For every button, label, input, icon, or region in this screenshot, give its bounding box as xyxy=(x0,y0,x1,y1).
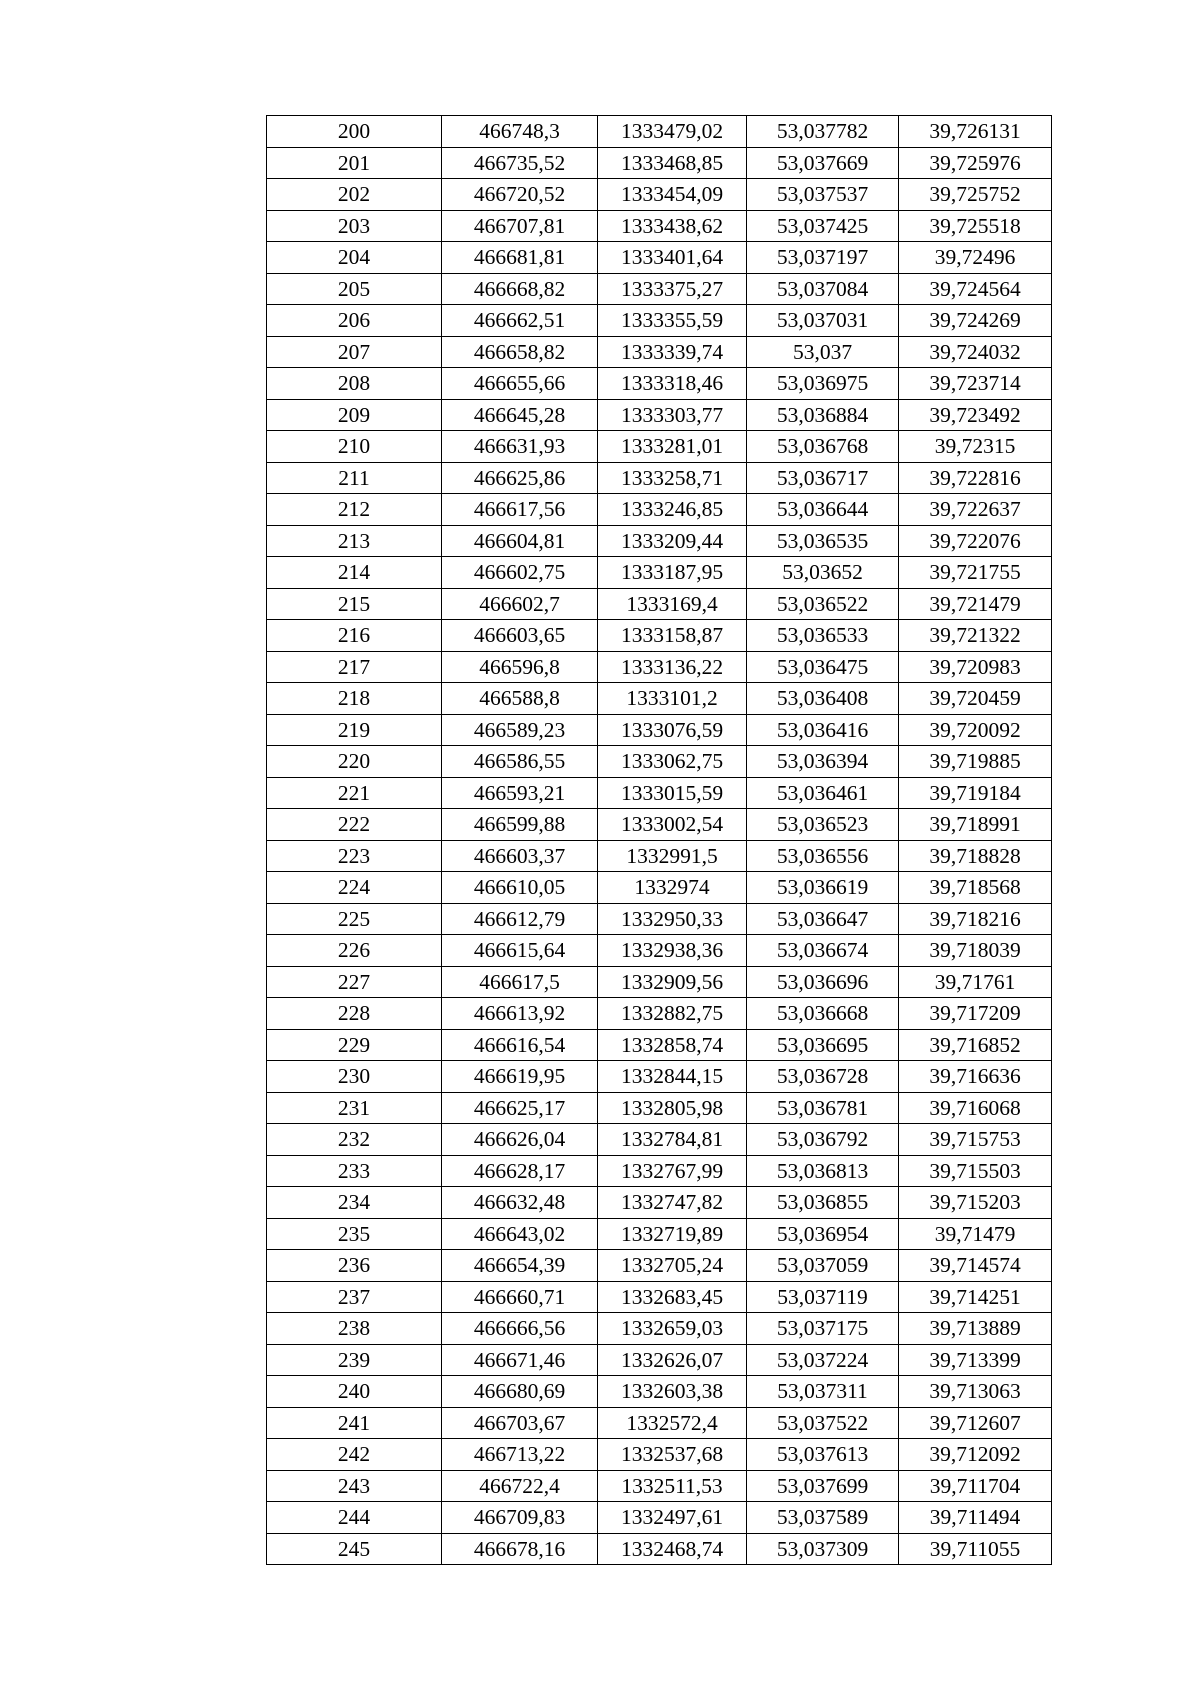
latitude-cell: 53,037522 xyxy=(747,1407,899,1439)
longitude-cell: 39,714251 xyxy=(899,1281,1052,1313)
y-coordinate-cell: 1333303,77 xyxy=(598,399,747,431)
latitude-cell: 53,036717 xyxy=(747,462,899,494)
x-coordinate-cell: 466660,71 xyxy=(442,1281,598,1313)
latitude-cell: 53,037669 xyxy=(747,147,899,179)
longitude-cell: 39,711494 xyxy=(899,1502,1052,1534)
x-coordinate-cell: 466681,81 xyxy=(442,242,598,274)
longitude-cell: 39,722816 xyxy=(899,462,1052,494)
y-coordinate-cell: 1332784,81 xyxy=(598,1124,747,1156)
latitude-cell: 53,037613 xyxy=(747,1439,899,1471)
latitude-cell: 53,036696 xyxy=(747,966,899,998)
latitude-cell: 53,036416 xyxy=(747,714,899,746)
longitude-cell: 39,726131 xyxy=(899,116,1052,148)
point-number-cell: 221 xyxy=(267,777,442,809)
y-coordinate-cell: 1333062,75 xyxy=(598,746,747,778)
y-coordinate-cell: 1332572,4 xyxy=(598,1407,747,1439)
x-coordinate-cell: 466603,37 xyxy=(442,840,598,872)
table-row xyxy=(267,1344,1052,1376)
longitude-cell: 39,712607 xyxy=(899,1407,1052,1439)
latitude-cell: 53,037224 xyxy=(747,1344,899,1376)
y-coordinate-cell: 1332805,98 xyxy=(598,1092,747,1124)
table-row xyxy=(267,1281,1052,1313)
table-row xyxy=(267,273,1052,305)
x-coordinate-cell: 466617,5 xyxy=(442,966,598,998)
y-coordinate-cell: 1332882,75 xyxy=(598,998,747,1030)
point-number-cell: 219 xyxy=(267,714,442,746)
y-coordinate-cell: 1333281,01 xyxy=(598,431,747,463)
table-row xyxy=(267,714,1052,746)
point-number-cell: 223 xyxy=(267,840,442,872)
longitude-cell: 39,716068 xyxy=(899,1092,1052,1124)
latitude-cell: 53,037031 xyxy=(747,305,899,337)
point-number-cell: 200 xyxy=(267,116,442,148)
longitude-cell: 39,711055 xyxy=(899,1533,1052,1565)
point-number-cell: 211 xyxy=(267,462,442,494)
y-coordinate-cell: 1333318,46 xyxy=(598,368,747,400)
longitude-cell: 39,718568 xyxy=(899,872,1052,904)
latitude-cell: 53,036647 xyxy=(747,903,899,935)
latitude-cell: 53,036408 xyxy=(747,683,899,715)
point-number-cell: 220 xyxy=(267,746,442,778)
point-number-cell: 209 xyxy=(267,399,442,431)
table-row xyxy=(267,179,1052,211)
point-number-cell: 227 xyxy=(267,966,442,998)
point-number-cell: 231 xyxy=(267,1092,442,1124)
latitude-cell: 53,036781 xyxy=(747,1092,899,1124)
longitude-cell: 39,716636 xyxy=(899,1061,1052,1093)
longitude-cell: 39,71761 xyxy=(899,966,1052,998)
latitude-cell: 53,036813 xyxy=(747,1155,899,1187)
table-row xyxy=(267,399,1052,431)
x-coordinate-cell: 466588,8 xyxy=(442,683,598,715)
longitude-cell: 39,723492 xyxy=(899,399,1052,431)
x-coordinate-cell: 466631,93 xyxy=(442,431,598,463)
table-row xyxy=(267,1439,1052,1471)
longitude-cell: 39,718991 xyxy=(899,809,1052,841)
table-row xyxy=(267,305,1052,337)
point-number-cell: 237 xyxy=(267,1281,442,1313)
latitude-cell: 53,036533 xyxy=(747,620,899,652)
y-coordinate-cell: 1333401,64 xyxy=(598,242,747,274)
table-row xyxy=(267,746,1052,778)
longitude-cell: 39,72315 xyxy=(899,431,1052,463)
x-coordinate-cell: 466703,67 xyxy=(442,1407,598,1439)
x-coordinate-cell: 466643,02 xyxy=(442,1218,598,1250)
x-coordinate-cell: 466625,17 xyxy=(442,1092,598,1124)
latitude-cell: 53,037589 xyxy=(747,1502,899,1534)
longitude-cell: 39,721755 xyxy=(899,557,1052,589)
y-coordinate-cell: 1333015,59 xyxy=(598,777,747,809)
table-row xyxy=(267,588,1052,620)
x-coordinate-cell: 466586,55 xyxy=(442,746,598,778)
latitude-cell: 53,036954 xyxy=(747,1218,899,1250)
x-coordinate-cell: 466748,3 xyxy=(442,116,598,148)
latitude-cell: 53,036619 xyxy=(747,872,899,904)
table-row xyxy=(267,525,1052,557)
y-coordinate-cell: 1332719,89 xyxy=(598,1218,747,1250)
table-row xyxy=(267,1502,1052,1534)
point-number-cell: 210 xyxy=(267,431,442,463)
y-coordinate-cell: 1332950,33 xyxy=(598,903,747,935)
latitude-cell: 53,036695 xyxy=(747,1029,899,1061)
x-coordinate-cell: 466709,83 xyxy=(442,1502,598,1534)
y-coordinate-cell: 1332603,38 xyxy=(598,1376,747,1408)
longitude-cell: 39,718216 xyxy=(899,903,1052,935)
longitude-cell: 39,713889 xyxy=(899,1313,1052,1345)
table-row xyxy=(267,935,1052,967)
longitude-cell: 39,725752 xyxy=(899,179,1052,211)
x-coordinate-cell: 466671,46 xyxy=(442,1344,598,1376)
x-coordinate-cell: 466713,22 xyxy=(442,1439,598,1471)
point-number-cell: 212 xyxy=(267,494,442,526)
x-coordinate-cell: 466655,66 xyxy=(442,368,598,400)
point-number-cell: 245 xyxy=(267,1533,442,1565)
x-coordinate-cell: 466593,21 xyxy=(442,777,598,809)
x-coordinate-cell: 466612,79 xyxy=(442,903,598,935)
table-row xyxy=(267,242,1052,274)
latitude-cell: 53,036768 xyxy=(747,431,899,463)
table-row xyxy=(267,1061,1052,1093)
y-coordinate-cell: 1333468,85 xyxy=(598,147,747,179)
x-coordinate-cell: 466707,81 xyxy=(442,210,598,242)
point-number-cell: 213 xyxy=(267,525,442,557)
y-coordinate-cell: 1332683,45 xyxy=(598,1281,747,1313)
x-coordinate-cell: 466619,95 xyxy=(442,1061,598,1093)
longitude-cell: 39,718828 xyxy=(899,840,1052,872)
y-coordinate-cell: 1333438,62 xyxy=(598,210,747,242)
point-number-cell: 225 xyxy=(267,903,442,935)
point-number-cell: 215 xyxy=(267,588,442,620)
y-coordinate-cell: 1332858,74 xyxy=(598,1029,747,1061)
table-row xyxy=(267,777,1052,809)
table-row xyxy=(267,147,1052,179)
point-number-cell: 229 xyxy=(267,1029,442,1061)
table-row xyxy=(267,1155,1052,1187)
point-number-cell: 206 xyxy=(267,305,442,337)
y-coordinate-cell: 1332659,03 xyxy=(598,1313,747,1345)
longitude-cell: 39,724564 xyxy=(899,273,1052,305)
table-row xyxy=(267,998,1052,1030)
table-row xyxy=(267,368,1052,400)
x-coordinate-cell: 466628,17 xyxy=(442,1155,598,1187)
longitude-cell: 39,717209 xyxy=(899,998,1052,1030)
x-coordinate-cell: 466662,51 xyxy=(442,305,598,337)
longitude-cell: 39,724032 xyxy=(899,336,1052,368)
longitude-cell: 39,722637 xyxy=(899,494,1052,526)
x-coordinate-cell: 466625,86 xyxy=(442,462,598,494)
point-number-cell: 224 xyxy=(267,872,442,904)
point-number-cell: 208 xyxy=(267,368,442,400)
longitude-cell: 39,713399 xyxy=(899,1344,1052,1376)
x-coordinate-cell: 466615,64 xyxy=(442,935,598,967)
y-coordinate-cell: 1333187,95 xyxy=(598,557,747,589)
longitude-cell: 39,72496 xyxy=(899,242,1052,274)
longitude-cell: 39,720983 xyxy=(899,651,1052,683)
x-coordinate-cell: 466666,56 xyxy=(442,1313,598,1345)
x-coordinate-cell: 466610,05 xyxy=(442,872,598,904)
latitude-cell: 53,036461 xyxy=(747,777,899,809)
point-number-cell: 241 xyxy=(267,1407,442,1439)
table-row xyxy=(267,966,1052,998)
point-number-cell: 235 xyxy=(267,1218,442,1250)
x-coordinate-cell: 466589,23 xyxy=(442,714,598,746)
point-number-cell: 243 xyxy=(267,1470,442,1502)
table-row xyxy=(267,840,1052,872)
table-row xyxy=(267,1407,1052,1439)
latitude-cell: 53,037782 xyxy=(747,116,899,148)
y-coordinate-cell: 1332938,36 xyxy=(598,935,747,967)
point-number-cell: 218 xyxy=(267,683,442,715)
point-number-cell: 226 xyxy=(267,935,442,967)
longitude-cell: 39,715203 xyxy=(899,1187,1052,1219)
latitude-cell: 53,036523 xyxy=(747,809,899,841)
point-number-cell: 232 xyxy=(267,1124,442,1156)
point-number-cell: 214 xyxy=(267,557,442,589)
table-row xyxy=(267,210,1052,242)
longitude-cell: 39,71479 xyxy=(899,1218,1052,1250)
x-coordinate-cell: 466680,69 xyxy=(442,1376,598,1408)
point-number-cell: 207 xyxy=(267,336,442,368)
table-row xyxy=(267,1250,1052,1282)
y-coordinate-cell: 1333101,2 xyxy=(598,683,747,715)
y-coordinate-cell: 1332991,5 xyxy=(598,840,747,872)
y-coordinate-cell: 1333169,4 xyxy=(598,588,747,620)
table-row xyxy=(267,1187,1052,1219)
latitude-cell: 53,037537 xyxy=(747,179,899,211)
y-coordinate-cell: 1333339,74 xyxy=(598,336,747,368)
point-number-cell: 203 xyxy=(267,210,442,242)
y-coordinate-cell: 1333158,87 xyxy=(598,620,747,652)
point-number-cell: 236 xyxy=(267,1250,442,1282)
longitude-cell: 39,723714 xyxy=(899,368,1052,400)
table-row xyxy=(267,683,1052,715)
point-number-cell: 239 xyxy=(267,1344,442,1376)
y-coordinate-cell: 1332497,61 xyxy=(598,1502,747,1534)
x-coordinate-cell: 466626,04 xyxy=(442,1124,598,1156)
longitude-cell: 39,725518 xyxy=(899,210,1052,242)
longitude-cell: 39,713063 xyxy=(899,1376,1052,1408)
point-number-cell: 238 xyxy=(267,1313,442,1345)
latitude-cell: 53,037175 xyxy=(747,1313,899,1345)
x-coordinate-cell: 466596,8 xyxy=(442,651,598,683)
x-coordinate-cell: 466720,52 xyxy=(442,179,598,211)
x-coordinate-cell: 466602,75 xyxy=(442,557,598,589)
latitude-cell: 53,037059 xyxy=(747,1250,899,1282)
point-number-cell: 233 xyxy=(267,1155,442,1187)
latitude-cell: 53,036728 xyxy=(747,1061,899,1093)
x-coordinate-cell: 466604,81 xyxy=(442,525,598,557)
y-coordinate-cell: 1333209,44 xyxy=(598,525,747,557)
latitude-cell: 53,036644 xyxy=(747,494,899,526)
y-coordinate-cell: 1333454,09 xyxy=(598,179,747,211)
y-coordinate-cell: 1333002,54 xyxy=(598,809,747,841)
y-coordinate-cell: 1333375,27 xyxy=(598,273,747,305)
x-coordinate-cell: 466678,16 xyxy=(442,1533,598,1565)
longitude-cell: 39,721322 xyxy=(899,620,1052,652)
point-number-cell: 205 xyxy=(267,273,442,305)
y-coordinate-cell: 1333246,85 xyxy=(598,494,747,526)
x-coordinate-cell: 466654,39 xyxy=(442,1250,598,1282)
x-coordinate-cell: 466632,48 xyxy=(442,1187,598,1219)
point-number-cell: 230 xyxy=(267,1061,442,1093)
x-coordinate-cell: 466658,82 xyxy=(442,336,598,368)
longitude-cell: 39,715503 xyxy=(899,1155,1052,1187)
latitude-cell: 53,036394 xyxy=(747,746,899,778)
table-row xyxy=(267,1313,1052,1345)
y-coordinate-cell: 1332767,99 xyxy=(598,1155,747,1187)
y-coordinate-cell: 1332537,68 xyxy=(598,1439,747,1471)
point-number-cell: 234 xyxy=(267,1187,442,1219)
point-number-cell: 204 xyxy=(267,242,442,274)
longitude-cell: 39,716852 xyxy=(899,1029,1052,1061)
y-coordinate-cell: 1332974 xyxy=(598,872,747,904)
point-number-cell: 240 xyxy=(267,1376,442,1408)
y-coordinate-cell: 1332626,07 xyxy=(598,1344,747,1376)
table-row xyxy=(267,336,1052,368)
table-row xyxy=(267,1029,1052,1061)
latitude-cell: 53,037119 xyxy=(747,1281,899,1313)
table-row xyxy=(267,903,1052,935)
longitude-cell: 39,719885 xyxy=(899,746,1052,778)
latitude-cell: 53,03652 xyxy=(747,557,899,589)
x-coordinate-cell: 466668,82 xyxy=(442,273,598,305)
y-coordinate-cell: 1333258,71 xyxy=(598,462,747,494)
table-row xyxy=(267,651,1052,683)
point-number-cell: 242 xyxy=(267,1439,442,1471)
x-coordinate-cell: 466645,28 xyxy=(442,399,598,431)
latitude-cell: 53,036556 xyxy=(747,840,899,872)
point-number-cell: 201 xyxy=(267,147,442,179)
y-coordinate-cell: 1332511,53 xyxy=(598,1470,747,1502)
x-coordinate-cell: 466613,92 xyxy=(442,998,598,1030)
latitude-cell: 53,037 xyxy=(747,336,899,368)
latitude-cell: 53,037699 xyxy=(747,1470,899,1502)
longitude-cell: 39,720092 xyxy=(899,714,1052,746)
x-coordinate-cell: 466616,54 xyxy=(442,1029,598,1061)
point-number-cell: 228 xyxy=(267,998,442,1030)
table-row xyxy=(267,494,1052,526)
y-coordinate-cell: 1333355,59 xyxy=(598,305,747,337)
longitude-cell: 39,712092 xyxy=(899,1439,1052,1471)
x-coordinate-cell: 466617,56 xyxy=(442,494,598,526)
point-number-cell: 216 xyxy=(267,620,442,652)
longitude-cell: 39,721479 xyxy=(899,588,1052,620)
latitude-cell: 53,036668 xyxy=(747,998,899,1030)
point-number-cell: 202 xyxy=(267,179,442,211)
x-coordinate-cell: 466602,7 xyxy=(442,588,598,620)
y-coordinate-cell: 1332747,82 xyxy=(598,1187,747,1219)
point-number-cell: 222 xyxy=(267,809,442,841)
longitude-cell: 39,715753 xyxy=(899,1124,1052,1156)
y-coordinate-cell: 1333136,22 xyxy=(598,651,747,683)
longitude-cell: 39,718039 xyxy=(899,935,1052,967)
x-coordinate-cell: 466722,4 xyxy=(442,1470,598,1502)
table-row xyxy=(267,557,1052,589)
latitude-cell: 53,037197 xyxy=(747,242,899,274)
y-coordinate-cell: 1333076,59 xyxy=(598,714,747,746)
table-row xyxy=(267,1124,1052,1156)
point-number-cell: 217 xyxy=(267,651,442,683)
latitude-cell: 53,036884 xyxy=(747,399,899,431)
longitude-cell: 39,725976 xyxy=(899,147,1052,179)
table-row xyxy=(267,462,1052,494)
latitude-cell: 53,036674 xyxy=(747,935,899,967)
y-coordinate-cell: 1333479,02 xyxy=(598,116,747,148)
latitude-cell: 53,037425 xyxy=(747,210,899,242)
table-row xyxy=(267,809,1052,841)
y-coordinate-cell: 1332844,15 xyxy=(598,1061,747,1093)
latitude-cell: 53,036522 xyxy=(747,588,899,620)
latitude-cell: 53,036975 xyxy=(747,368,899,400)
coordinates-table xyxy=(266,115,1052,1565)
point-number-cell: 244 xyxy=(267,1502,442,1534)
longitude-cell: 39,711704 xyxy=(899,1470,1052,1502)
longitude-cell: 39,719184 xyxy=(899,777,1052,809)
table-row xyxy=(267,1376,1052,1408)
x-coordinate-cell: 466599,88 xyxy=(442,809,598,841)
latitude-cell: 53,036855 xyxy=(747,1187,899,1219)
longitude-cell: 39,722076 xyxy=(899,525,1052,557)
table-row xyxy=(267,116,1052,148)
y-coordinate-cell: 1332705,24 xyxy=(598,1250,747,1282)
y-coordinate-cell: 1332468,74 xyxy=(598,1533,747,1565)
latitude-cell: 53,036792 xyxy=(747,1124,899,1156)
longitude-cell: 39,714574 xyxy=(899,1250,1052,1282)
latitude-cell: 53,037309 xyxy=(747,1533,899,1565)
latitude-cell: 53,037311 xyxy=(747,1376,899,1408)
table-row xyxy=(267,620,1052,652)
table-row xyxy=(267,431,1052,463)
x-coordinate-cell: 466735,52 xyxy=(442,147,598,179)
latitude-cell: 53,037084 xyxy=(747,273,899,305)
longitude-cell: 39,720459 xyxy=(899,683,1052,715)
latitude-cell: 53,036475 xyxy=(747,651,899,683)
table-row xyxy=(267,1470,1052,1502)
table-row xyxy=(267,1218,1052,1250)
y-coordinate-cell: 1332909,56 xyxy=(598,966,747,998)
longitude-cell: 39,724269 xyxy=(899,305,1052,337)
table-row xyxy=(267,872,1052,904)
latitude-cell: 53,036535 xyxy=(747,525,899,557)
x-coordinate-cell: 466603,65 xyxy=(442,620,598,652)
coordinates-table-body xyxy=(267,116,1052,1565)
table-row xyxy=(267,1092,1052,1124)
table-row xyxy=(267,1533,1052,1565)
